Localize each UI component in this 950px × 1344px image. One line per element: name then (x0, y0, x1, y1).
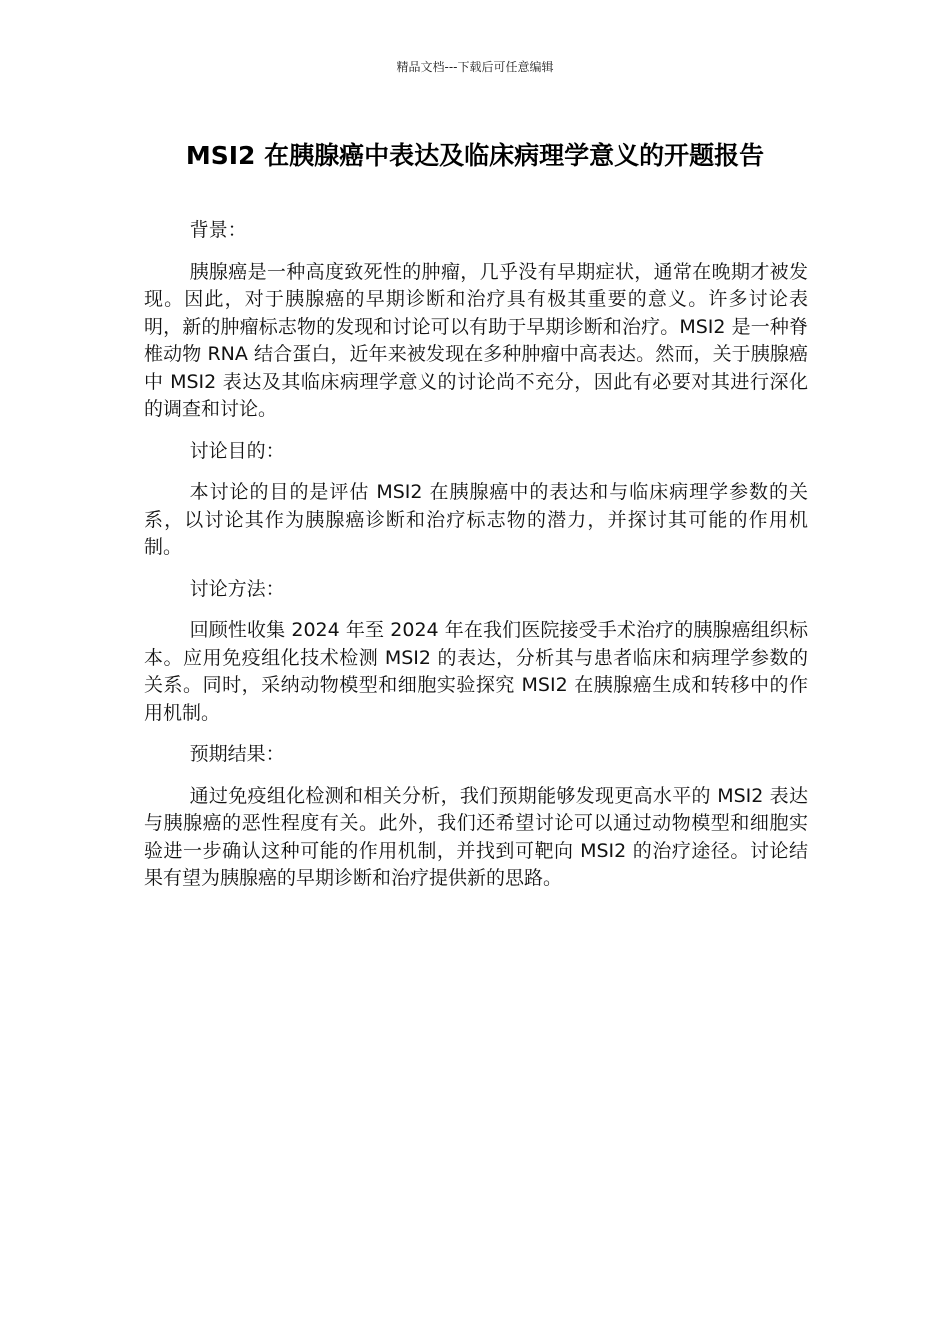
section-paragraph: 本讨论的目的是评估 MSI2 在胰腺癌中的表达和与临床病理学参数的关系，以讨论其作为胰腺癌诊断和治疗标志物的潜力，并探讨其可能的作用机制。 (144, 481, 808, 558)
section-heading: 讨论方法： (189, 577, 285, 600)
page-header-note: 精品文档---下载后可任意编辑 (396, 60, 554, 74)
document-body (144, 217, 808, 907)
section-heading: 讨论目的： (189, 439, 285, 462)
section-methods (144, 576, 808, 728)
section-heading: 预期结果： (189, 743, 285, 765)
section-purpose (144, 438, 808, 562)
section-expected-results (144, 741, 808, 893)
section-background (144, 217, 808, 424)
section-heading: 背景： (189, 219, 247, 241)
section-paragraph: 通过免疫组化检测和相关分析，我们预期能够发现更高水平的 MSI2 表达与胰腺癌的恶性程度有关。此外，我们还希望讨论可以通过动物模型和细胞实验进一步确认这种可能的作用机制，并找到可靶向 MSI2 的治疗途径。讨论结果有望为胰腺癌的早期诊断和治疗提供新的思路。 (144, 784, 808, 889)
section-paragraph: 回顾性收集 2024 年至 2024 年在我们医院接受手术治疗的胰腺癌组织标本。应用免疫组化技术检测 MSI2 的表达，分析其与患者临床和病理学参数的关系。同时，采纳动物模型和细胞实验探究 MSI2 在胰腺癌生成和转移中的作用机制。 (144, 619, 808, 724)
document-title: MSI2 在胰腺癌中表达及临床病理学意义的开题报告 (185, 141, 765, 170)
section-paragraph: 胰腺癌是一种高度致死性的肿瘤，几乎没有早期症状，通常在晚期才被发现。因此，对于胰腺癌的早期诊断和治疗具有极其重要的意义。许多讨论表明，新的肿瘤标志物的发现和讨论可以有助于早期诊断和治疗。MSI2 是一种脊椎动物 RNA 结合蛋白，近年来被发现在多种肿瘤中高表达。然而，关于胰腺癌中 MSI2 表达及其临床病理学意义的讨论尚不充分，因此有必要对其进行深化的调查和讨论。 (144, 260, 808, 420)
